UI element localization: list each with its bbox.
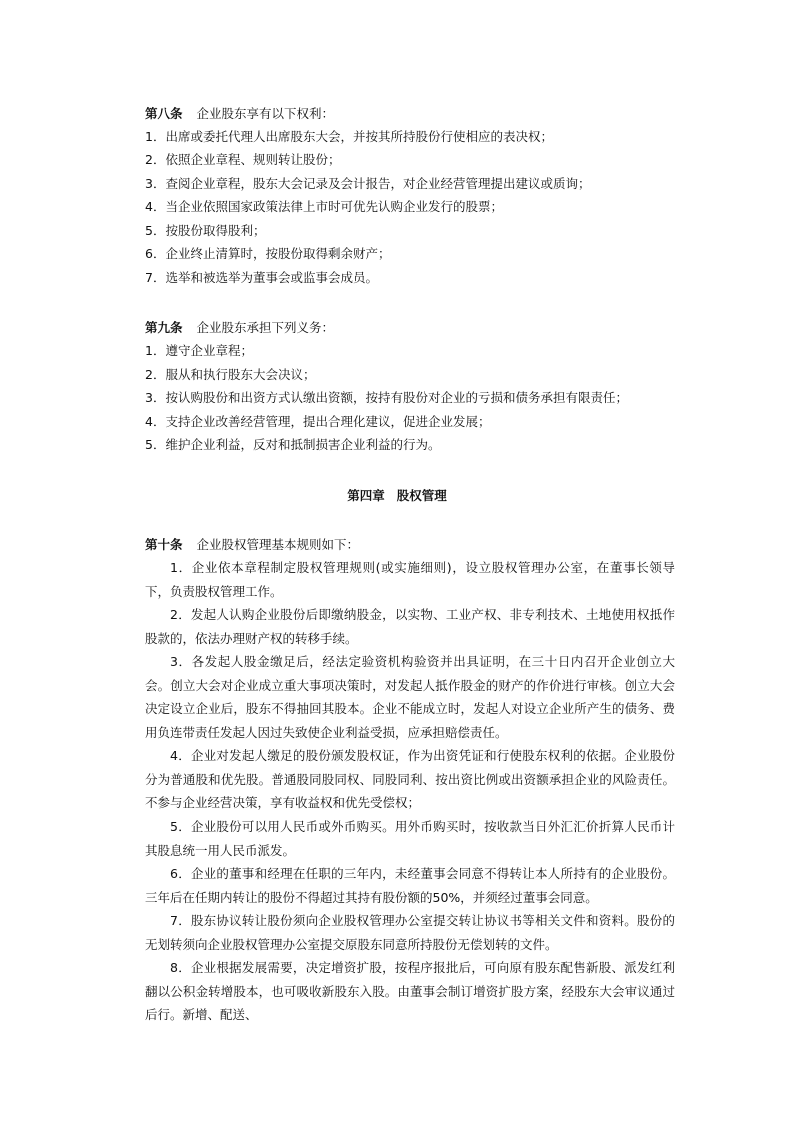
article8-item-5: 5．按股份取得股利； <box>145 223 266 238</box>
article8-heading <box>145 106 334 122</box>
article9-item-2: 2．服从和执行股东大会决议； <box>145 367 316 382</box>
chapter4-label: 第四章 <box>347 488 385 503</box>
article8-item-3: 3．查阅企业章程，股东大会记录及会计报告，对企业经营管理提出建议或质询； <box>145 176 591 191</box>
article8-item-6: 6．企业终止清算时，按股份取得剩余财产； <box>145 246 391 261</box>
article9-item-1: 1．遵守企业章程； <box>145 343 253 358</box>
article10-heading <box>145 537 359 553</box>
article10-title: 企业股权管理基本规则如下： <box>196 537 360 552</box>
article9-title: 企业股东承担下列义务： <box>196 320 335 335</box>
article8-item-1: 1．出席或委托代理人出席股东大会，并按其所持股份行使相应的表决权； <box>145 129 553 144</box>
article10-paragraph-7: 7．股东协议转让股份须向企业股权管理办公室提交转让协议书等相关文件和资料。股份的无划转须向企业股权管理办公室提交原股东同意所持股份无偿划转的文件。 <box>145 913 675 952</box>
article10-label: 第十条 <box>145 537 183 552</box>
article8-title: 企业股东享有以下权利： <box>196 106 335 121</box>
article9-item-3: 3．按认购股份和出资方式认缴出资额，按持有股份对企业的亏损和债务承担有限责任； <box>145 390 628 405</box>
article10-paragraph-1: 1．企业依本章程制定股权管理规则(或实施细则)，设立股权管理办公室，在董事长领导下，负责股权管理工作。 <box>145 560 675 599</box>
article10-paragraph-6: 6．企业的董事和经理在任职的三年内，未经董事会同意不得转让本人所持有的企业股份。三年后在任期内转让的股份不得超过其持有股份额的50%，并须经过董事会同意。 <box>145 866 675 905</box>
article8-item-7: 7．选举和被选举为董事会或监事会成员。 <box>145 270 378 285</box>
article9-item-5: 5．维护企业利益，反对和抵制损害企业利益的行为。 <box>145 437 441 452</box>
article9-item-4: 4．支持企业改善经营管理，提出合理化建议，促进企业发展； <box>145 414 491 429</box>
article10-paragraph-2: 2．发起人认购企业股份后即缴纳股金，以实物、工业产权、非专利技术、土地使用权抵作股款的，依法办理财产权的转移手续。 <box>145 607 675 646</box>
article10-paragraph-4: 4．企业对发起人缴足的股份颁发股权证，作为出资凭证和行使股东权利的依据。企业股份分为普通股和优先股。普通股同股同权、同股同利、按出资比例或出资额承担企业的风险责任。不参与企业经营决策，享有收益权和优先受偿权； <box>145 748 675 810</box>
article10-paragraph-8: 8．企业根据发展需要，决定增资扩股，按程序报批后，可向原有股东配售新股、派发红利翻以公积金转增股本，也可吸收新股东入股。由董事会制订增资扩股方案，经股东大会审议通过后行。新增、配送、 <box>145 960 675 1022</box>
article9-heading <box>145 320 334 336</box>
chapter4-heading <box>0 488 794 504</box>
chapter4-title: 股权管理 <box>396 488 447 503</box>
article8-item-4: 4．当企业依照国家政策法律上市时可优先认购企业发行的股票； <box>145 199 503 214</box>
article8-label: 第八条 <box>145 106 183 121</box>
article9-label: 第九条 <box>145 320 183 335</box>
article8-item-2: 2．依照企业章程、规则转让股份； <box>145 152 341 167</box>
article10-paragraph-5: 5．企业股份可以用人民币或外币购买。用外币购买时，按收款当日外汇汇价折算人民币计其股息统一用人民币派发。 <box>145 819 675 858</box>
article10-paragraph-3: 3．各发起人股金缴足后，经法定验资机构验资并出具证明，在三十日内召开企业创立大会。创立大会对企业成立重大事项决策时，对发起人抵作股金的财产的作价进行审核。创立大会决定设立企业后，股东不得抽回其股本。企业不能成立时，发起人对设立企业所产生的债务、费用负连带责任发起人因过失致使企业利益受损，应承担赔偿责任。 <box>145 654 675 740</box>
